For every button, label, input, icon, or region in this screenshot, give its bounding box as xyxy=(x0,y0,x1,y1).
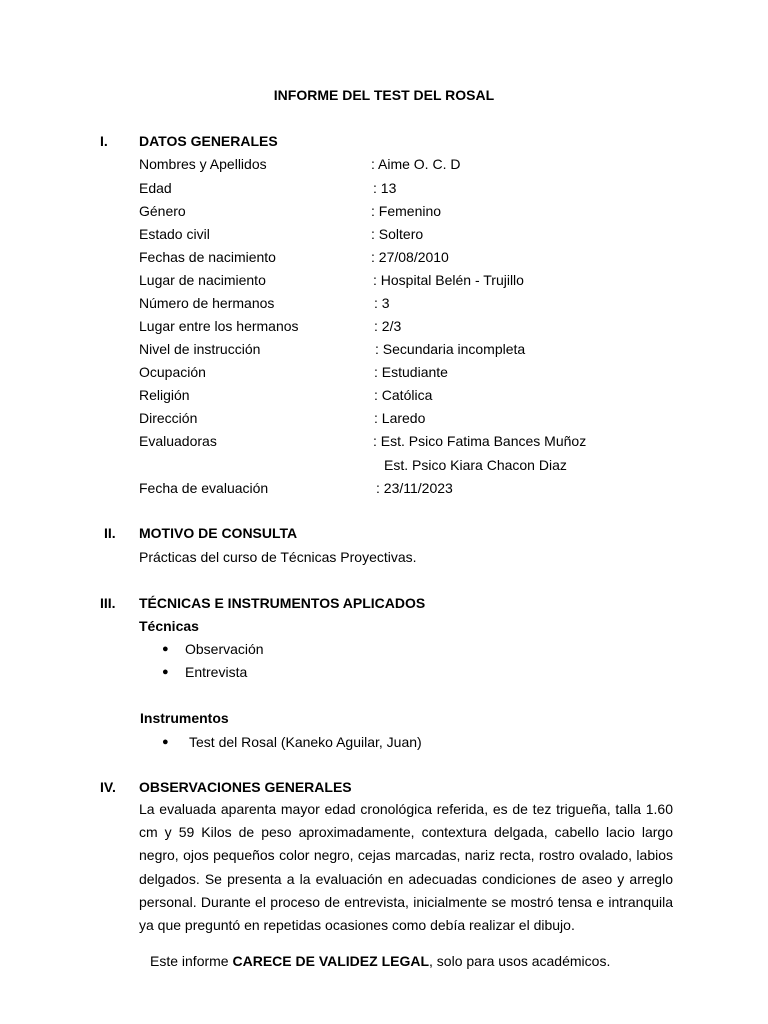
section-4-heading: OBSERVACIONES GENERALES xyxy=(139,779,352,795)
datos-value: : Soltero xyxy=(371,226,424,242)
section-1-heading: DATOS GENERALES xyxy=(139,133,278,149)
datos-value: : 27/08/2010 xyxy=(371,249,449,265)
datos-label: Lugar de nacimiento xyxy=(139,272,266,288)
motivo-text: Prácticas del curso de Técnicas Proyectivas. xyxy=(139,549,417,565)
instrumentos-heading: Instrumentos xyxy=(140,710,229,726)
section-4-number: IV. xyxy=(100,779,116,795)
datos-value: : Aime O. C. D xyxy=(371,156,461,172)
report-title: INFORME DEL TEST DEL ROSAL xyxy=(273,87,495,103)
datos-value: : Hospital Belén - Trujillo xyxy=(373,272,524,288)
list-item-text: Observación xyxy=(185,641,264,657)
bullet-icon: ● xyxy=(162,643,169,655)
datos-label: Evaluadoras xyxy=(139,433,217,449)
disclaimer-prefix: Este informe xyxy=(150,953,233,969)
datos-label: Fechas de nacimiento xyxy=(139,249,276,265)
section-3-heading: TÉCNICAS E INSTRUMENTOS APLICADOS xyxy=(139,595,426,611)
datos-label: Género xyxy=(139,203,186,219)
disclaimer-bold: CARECE DE VALIDEZ LEGAL xyxy=(232,953,430,969)
datos-value: : Femenino xyxy=(371,203,442,219)
datos-value: Est. Psico Kiara Chacon Diaz xyxy=(384,457,567,473)
datos-label: Edad xyxy=(139,180,172,196)
datos-label: Ocupación xyxy=(139,364,206,380)
datos-value: : Est. Psico Fatima Bances Muñoz xyxy=(373,433,587,449)
datos-value: : Laredo xyxy=(374,410,426,426)
datos-label: Dirección xyxy=(139,410,198,426)
section-1-number: I. xyxy=(100,133,108,149)
section-2-number: II. xyxy=(104,525,116,541)
tecnicas-heading: Técnicas xyxy=(139,618,199,634)
datos-label: Nivel de instrucción xyxy=(139,341,261,357)
datos-value: : Católica xyxy=(374,387,433,403)
datos-label: Nombres y Apellidos xyxy=(139,156,267,172)
list-item-text: Entrevista xyxy=(185,664,248,680)
datos-label: Lugar entre los hermanos xyxy=(139,318,299,334)
legal-disclaimer xyxy=(150,953,610,969)
datos-label: Fecha de evaluación xyxy=(139,480,269,496)
disclaimer-suffix: , solo para usos académicos. xyxy=(429,953,611,969)
datos-value: : 3 xyxy=(374,295,390,311)
bullet-icon: ● xyxy=(162,666,169,678)
observaciones-paragraph: La evaluada aparenta mayor edad cronológica referida, es de tez trigueña, talla 1.60 cm y 59 Kilos de peso aproximadamente, contextura delgada, cabello lacio largo negro, ojos pequeños color negro, cejas marcadas, nariz recta, rostro ovalado, labios delgados. Se presenta a la evaluación en adecuadas condiciones de aseo y arreglo personal. Durante el proceso de entrevista, inicialmente se mostró tensa e intranquila ya que preguntó en repetidas ocasiones como debía realizar el dibujo. xyxy=(139,801,673,934)
list-item-text: Test del Rosal (Kaneko Aguilar, Juan) xyxy=(189,734,422,750)
datos-value: : Secundaria incompleta xyxy=(375,341,526,357)
section-3-number: III. xyxy=(100,595,116,611)
datos-value: : 23/11/2023 xyxy=(376,480,453,496)
datos-label: Número de hermanos xyxy=(139,295,275,311)
datos-label: Religión xyxy=(139,387,190,403)
datos-label: Estado civil xyxy=(139,226,210,242)
datos-value: : 2/3 xyxy=(374,318,402,334)
datos-value: : Estudiante xyxy=(374,364,448,380)
bullet-icon: ● xyxy=(162,736,169,748)
section-2-heading: MOTIVO DE CONSULTA xyxy=(139,525,298,541)
datos-value: : 13 xyxy=(373,180,397,196)
